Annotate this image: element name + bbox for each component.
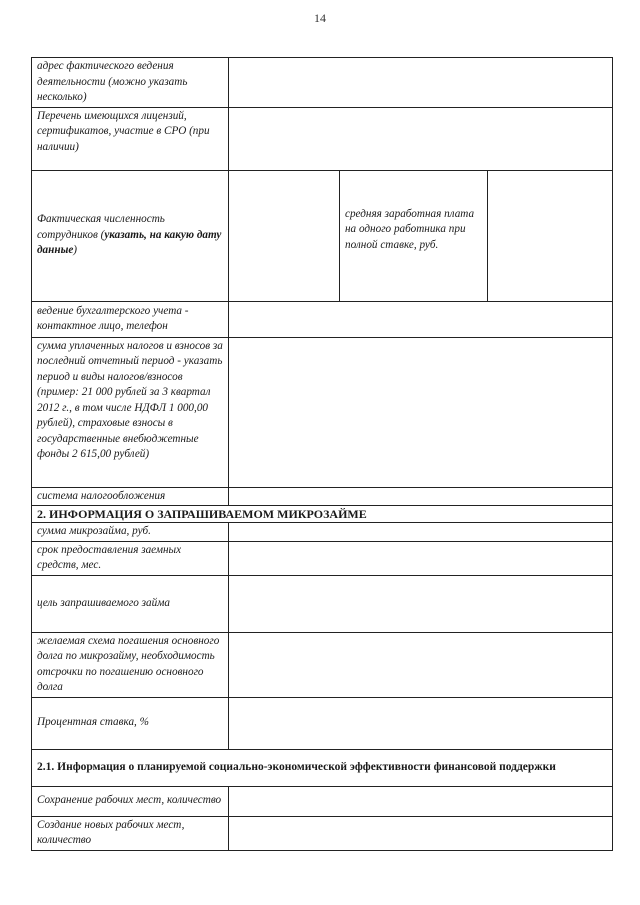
label-avg-salary: средняя заработная плата на одного работника при полной ставке, руб. xyxy=(340,170,488,301)
field-repayment-scheme[interactable] xyxy=(229,632,613,697)
field-interest-rate[interactable] xyxy=(229,697,613,749)
row-loan-purpose xyxy=(32,575,613,632)
field-tax-system[interactable] xyxy=(229,487,613,506)
row-licenses xyxy=(32,107,613,170)
label-tax-system: система налогообложения xyxy=(32,487,229,506)
row-actual-address xyxy=(32,58,613,108)
label-loan-term: срок предоставления заемных средств, мес. xyxy=(32,541,229,575)
row-accounting xyxy=(32,301,613,337)
label-loan-purpose: цель запрашиваемого займа xyxy=(32,575,229,632)
field-actual-address[interactable] xyxy=(229,58,613,108)
row-loan-amount xyxy=(32,523,613,542)
field-accounting[interactable] xyxy=(229,301,613,337)
label-accounting: ведение бухгалтерского учета - контактное лицо, телефон xyxy=(32,301,229,337)
section2-title: 2. ИНФОРМАЦИЯ О ЗАПРАШИВАЕМОМ МИКРОЗАЙМЕ xyxy=(32,506,613,523)
field-avg-salary[interactable] xyxy=(488,170,613,301)
label-interest-rate: Процентная ставка, % xyxy=(32,697,229,749)
row-staff xyxy=(32,170,613,301)
field-loan-purpose[interactable] xyxy=(229,575,613,632)
section21-header xyxy=(32,749,613,786)
field-taxes-paid[interactable] xyxy=(229,337,613,487)
label-repayment-scheme: желаемая схема погашения основного долга по микрозайму, необходимость отсрочки по погашению основного долга xyxy=(32,632,229,697)
section2-header xyxy=(32,506,613,523)
page-number: 14 xyxy=(314,11,326,25)
label-actual-address: адрес фактического ведения деятельности (можно указать несколько) xyxy=(32,58,229,108)
field-licenses[interactable] xyxy=(229,107,613,170)
field-jobs-kept[interactable] xyxy=(229,786,613,816)
application-form-table xyxy=(31,57,613,851)
section21-title: 2.1. Информация о планируемой социально-экономической эффективности финансовой поддержки xyxy=(32,749,613,786)
label-taxes-paid: сумма уплаченных налогов и взносов за последний отчетный период - указать период и виды налогов/взносов (пример: 21 000 рублей за 3 квартал 2012 г., в том числе НДФЛ 1 000,00 рублей), страховые взносы в государственные внебюджетные фонды 2 615,00 рублей) xyxy=(32,337,229,487)
label-licenses: Перечень имеющихся лицензий, сертификатов, участие в СРО (при наличии) xyxy=(32,107,229,170)
row-loan-term xyxy=(32,541,613,575)
label-loan-amount: сумма микрозайма, руб. xyxy=(32,523,229,542)
label-jobs-kept: Сохранение рабочих мест, количество xyxy=(32,786,229,816)
row-tax-system xyxy=(32,487,613,506)
field-loan-amount[interactable] xyxy=(229,523,613,542)
row-jobs-kept xyxy=(32,786,613,816)
row-taxes-paid xyxy=(32,337,613,487)
label-staff-count: Фактическая численность сотрудников (указать, на какую дату данные) xyxy=(32,170,229,301)
row-repayment-scheme xyxy=(32,632,613,697)
field-staff-count[interactable] xyxy=(229,170,340,301)
field-jobs-created[interactable] xyxy=(229,816,613,850)
row-jobs-created xyxy=(32,816,613,850)
label-jobs-created: Создание новых рабочих мест, количество xyxy=(32,816,229,850)
row-interest-rate xyxy=(32,697,613,749)
field-loan-term[interactable] xyxy=(229,541,613,575)
staff-count-date-note: указать, на какую дату данные xyxy=(37,228,222,257)
